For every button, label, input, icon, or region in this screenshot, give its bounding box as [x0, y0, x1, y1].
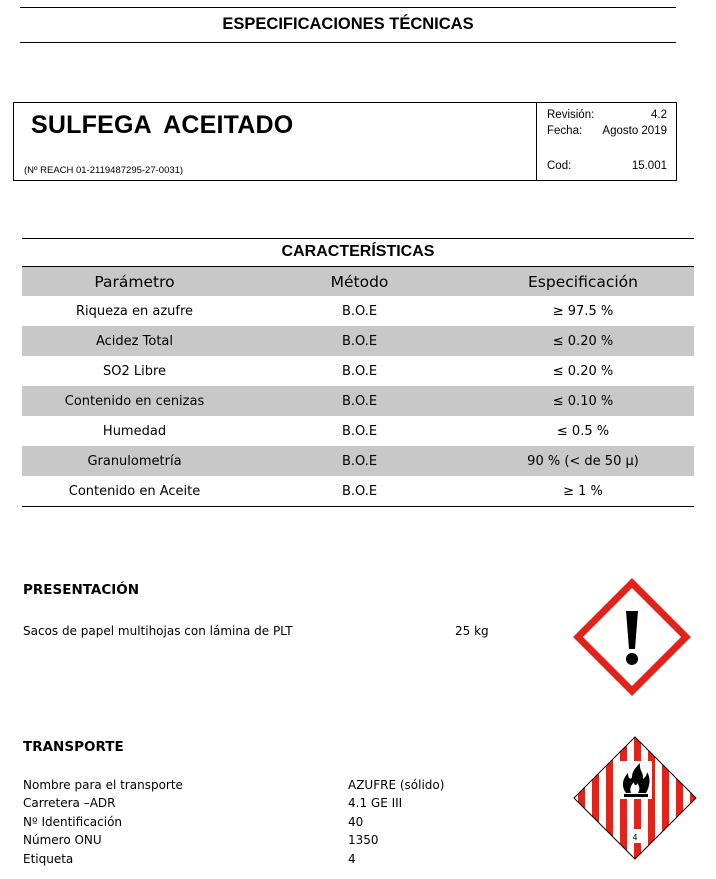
document-header — [20, 7, 676, 43]
method-cell: B.O.E — [341, 303, 378, 319]
list-item — [23, 852, 623, 870]
table-header-row — [22, 267, 694, 297]
column-header-parameter: Parámetro — [22, 267, 247, 297]
transport-list — [23, 778, 623, 874]
presentation-quantity: 25 kg — [455, 624, 489, 638]
method-cell: B.O.E — [247, 326, 472, 356]
specification-cell: 90 % (< de 50 µ) — [472, 446, 694, 476]
divider — [22, 238, 694, 239]
transport-label: Etiqueta — [23, 852, 74, 866]
transport-value: 4.1 GE III — [348, 796, 403, 810]
product-name: SULFEGA ACEITADO — [31, 111, 294, 139]
method-cell: B.O.E — [247, 476, 472, 507]
table-row — [22, 356, 694, 386]
product-meta — [536, 103, 677, 180]
product-box — [13, 102, 677, 181]
transport-value: 4 — [348, 852, 356, 866]
parameter-cell: SO2 Libre — [102, 363, 167, 379]
transport-value: 40 — [348, 815, 364, 829]
parameter-cell: Riqueza en azufre — [75, 303, 194, 319]
specification-cell: ≤ 0.20 % — [472, 326, 694, 356]
date-label: Fecha: — [547, 125, 583, 137]
table-row — [22, 416, 694, 446]
code-row — [547, 160, 667, 172]
transport-label: Carretera –ADR — [23, 796, 116, 810]
table-row — [22, 326, 694, 356]
column-header-method: Método — [247, 267, 472, 297]
parameter-cell: Contenido en cenizas — [22, 386, 247, 416]
method-cell: B.O.E — [341, 363, 378, 379]
parameter-cell: Contenido en Aceite — [22, 476, 247, 507]
transport-label-number: 4 — [632, 833, 638, 842]
code-label: Cod: — [547, 160, 572, 172]
method-cell: B.O.E — [247, 386, 472, 416]
specification-cell: ≤ 0.5 % — [556, 423, 610, 439]
transport-label: Nº Identificación — [23, 815, 123, 829]
transport-label: Nombre para el transporte — [23, 778, 183, 792]
revision-row — [547, 109, 667, 121]
code-value: 15.001 — [631, 160, 667, 172]
parameter-cell: Acidez Total — [22, 326, 247, 356]
list-item — [23, 796, 623, 814]
parameter-cell: Humedad — [102, 423, 167, 439]
table-row — [22, 386, 694, 416]
specification-cell: ≤ 0.10 % — [472, 386, 694, 416]
presentation-title: PRESENTACIÓN — [23, 582, 140, 598]
document-title: ESPECIFICACIONES TÉCNICAS — [222, 15, 474, 33]
transport-title: TRANSPORTE — [23, 739, 124, 755]
characteristics-title: CARACTERÍSTICAS — [281, 243, 435, 260]
table-row — [22, 446, 694, 476]
transport-label: Número ONU — [23, 833, 102, 847]
method-cell: B.O.E — [247, 446, 472, 476]
column-header-specification: Especificación — [472, 267, 694, 297]
method-cell: B.O.E — [341, 423, 378, 439]
characteristics-table — [22, 266, 694, 507]
list-item — [23, 833, 623, 851]
revision-label: Revisión: — [547, 109, 595, 121]
transport-value: 1350 — [348, 833, 379, 847]
presentation-description: Sacos de papel multihojas con lámina de PLT — [23, 624, 293, 638]
table-row — [22, 476, 694, 507]
specification-cell: ≥ 97.5 % — [552, 303, 614, 319]
reach-number: (Nº REACH 01-2119487295-27-0031) — [24, 165, 184, 176]
specification-cell: ≥ 1 % — [472, 476, 694, 507]
date-value: Agosto 2019 — [602, 125, 667, 137]
date-row — [547, 125, 667, 137]
exclamation-mark-icon — [573, 578, 691, 696]
table-row — [22, 296, 694, 326]
list-item — [23, 815, 623, 833]
list-item — [23, 778, 623, 796]
revision-value: 4.2 — [651, 109, 667, 121]
transport-value: AZUFRE (sólido) — [348, 778, 445, 792]
flammable-solid-class-4-1-icon — [570, 733, 700, 863]
specification-cell: ≤ 0.20 % — [552, 363, 614, 379]
parameter-cell: Granulometría — [22, 446, 247, 476]
